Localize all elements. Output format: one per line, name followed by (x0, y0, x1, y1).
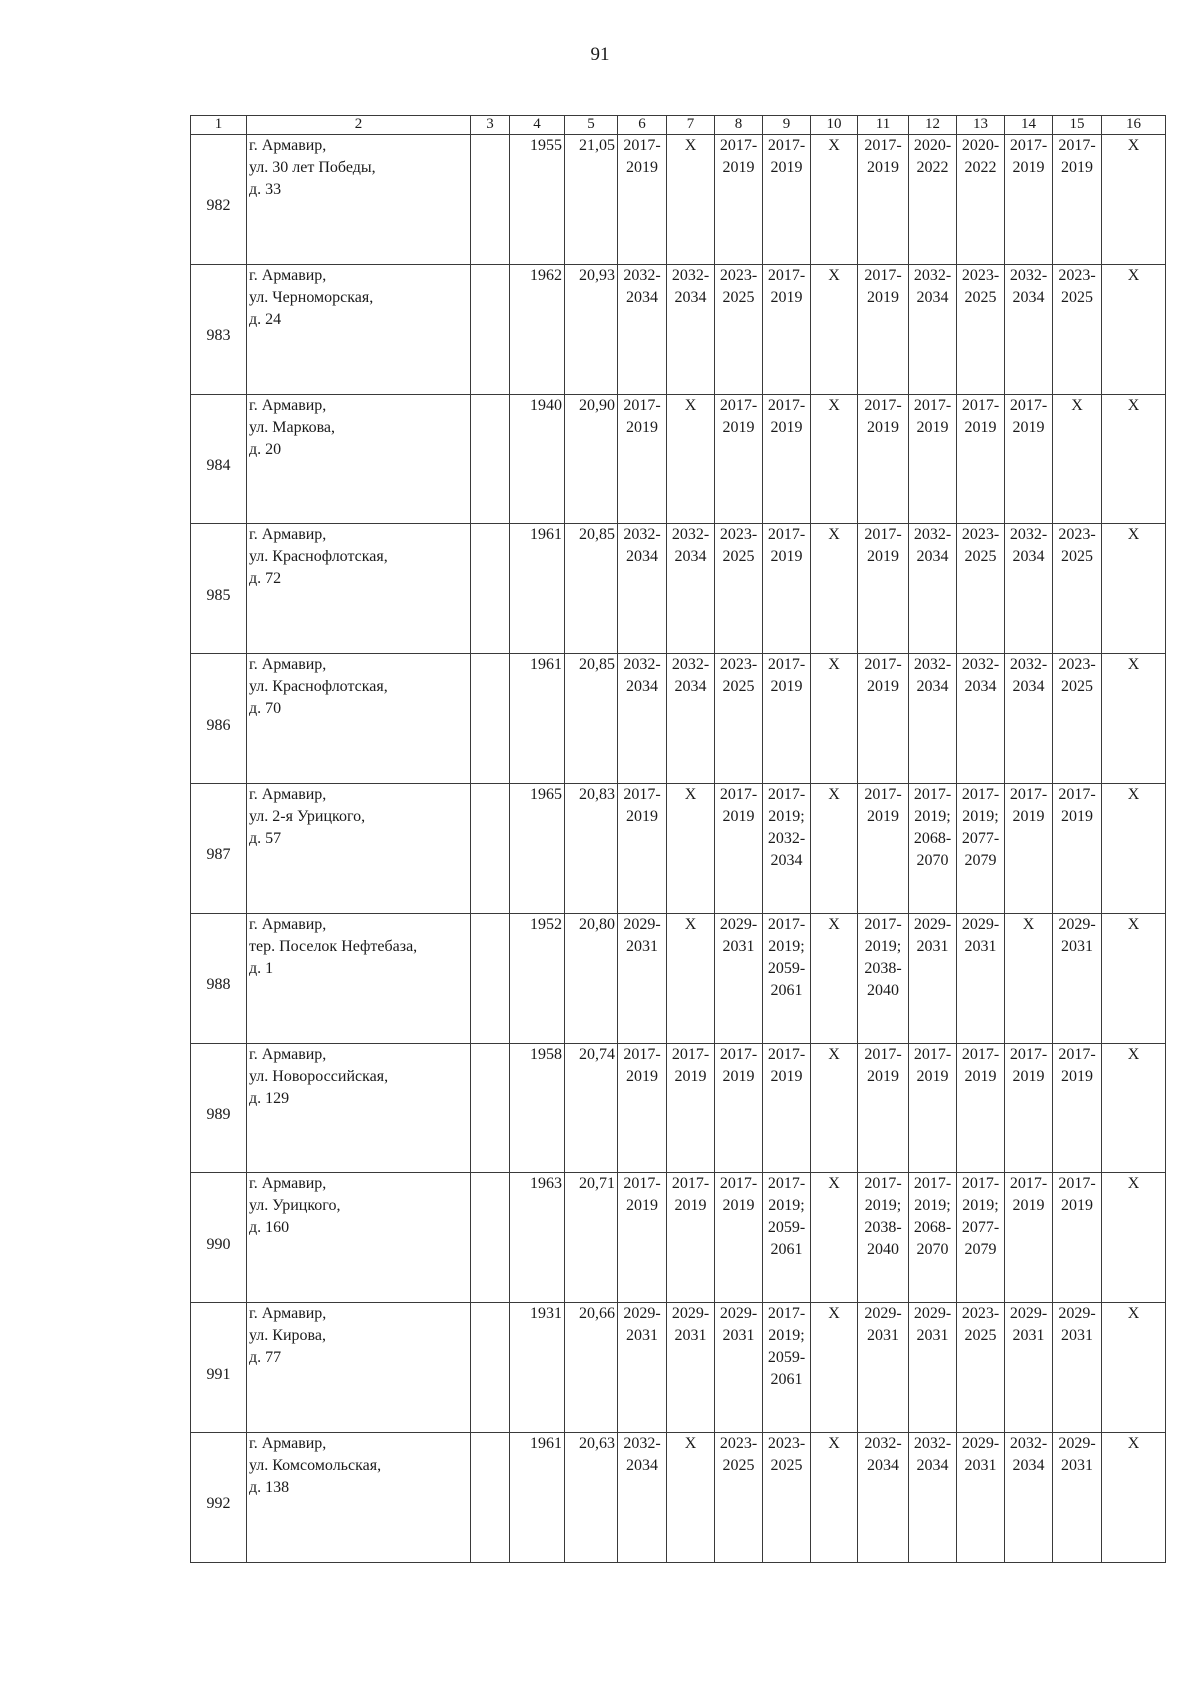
column-number: 2 (247, 116, 471, 135)
col-16-cell: X (1102, 135, 1166, 265)
col-11-cell: 2017- 2019; 2038- 2040 (858, 1173, 909, 1303)
column-number: 12 (909, 116, 957, 135)
build-year-cell: 1952 (510, 913, 565, 1043)
col-7-cell: 2032- 2034 (667, 524, 715, 654)
address-cell: г. Армавир, ул. Краснофлотская, д. 72 (247, 524, 471, 654)
col-9-cell: 2017- 2019 (763, 135, 811, 265)
col-8-cell: 2029- 2031 (715, 1303, 763, 1433)
build-year-cell: 1931 (510, 1303, 565, 1433)
col-13-cell: 2017- 2019 (957, 394, 1005, 524)
col-6-cell: 2032- 2034 (618, 654, 667, 784)
col-7-cell: 2017- 2019 (667, 1173, 715, 1303)
col-10-cell: X (811, 1303, 858, 1433)
col-8-cell: 2023- 2025 (715, 1432, 763, 1562)
col-9-cell: 2017- 2019 (763, 524, 811, 654)
row-number: 988 (191, 913, 247, 1043)
col-7-cell: X (667, 135, 715, 265)
col-13-cell: 2017- 2019; 2077- 2079 (957, 783, 1005, 913)
page-number: 91 (590, 44, 610, 65)
col-13-cell: 2017- 2019 (957, 1043, 1005, 1173)
col-11-cell: 2017- 2019 (858, 135, 909, 265)
col-9-cell: 2017- 2019 (763, 1043, 811, 1173)
column-number: 6 (618, 116, 667, 135)
address-cell: г. Армавир, ул. Кирова, д. 77 (247, 1303, 471, 1433)
col-6-cell: 2017- 2019 (618, 1043, 667, 1173)
table-row (191, 524, 1166, 654)
build-year-cell: 1961 (510, 654, 565, 784)
col-6-cell: 2029- 2031 (618, 1303, 667, 1433)
col-10-cell: X (811, 654, 858, 784)
col-15-cell: 2023- 2025 (1053, 524, 1102, 654)
build-year-cell: 1940 (510, 394, 565, 524)
col-16-cell: X (1102, 913, 1166, 1043)
address-cell: г. Армавир, тер. Поселок Нефтебаза, д. 1 (247, 913, 471, 1043)
col-7-cell: 2029- 2031 (667, 1303, 715, 1433)
col-3-cell (471, 264, 510, 394)
build-year-cell: 1961 (510, 1432, 565, 1562)
col-9-cell: 2017- 2019 (763, 654, 811, 784)
col-9-cell: 2017- 2019; 2059- 2061 (763, 1173, 811, 1303)
col-7-cell: X (667, 394, 715, 524)
col-15-cell: 2017- 2019 (1053, 783, 1102, 913)
column-number: 8 (715, 116, 763, 135)
table-row (191, 394, 1166, 524)
col-7-cell: 2017- 2019 (667, 1043, 715, 1173)
table-row (191, 783, 1166, 913)
col-5-cell: 20,85 (565, 654, 618, 784)
col-15-cell: 2017- 2019 (1053, 1173, 1102, 1303)
col-11-cell: 2017- 2019 (858, 783, 909, 913)
col-13-cell: 2023- 2025 (957, 524, 1005, 654)
col-12-cell: 2017- 2019; 2068- 2070 (909, 783, 957, 913)
col-8-cell: 2017- 2019 (715, 135, 763, 265)
address-cell: г. Армавир, ул. 30 лет Победы, д. 33 (247, 135, 471, 265)
col-3-cell (471, 913, 510, 1043)
row-number: 982 (191, 135, 247, 265)
column-number-row (191, 116, 1166, 135)
col-6-cell: 2017- 2019 (618, 1173, 667, 1303)
col-12-cell: 2032- 2034 (909, 1432, 957, 1562)
row-number: 986 (191, 654, 247, 784)
column-number: 16 (1102, 116, 1166, 135)
col-12-cell: 2020- 2022 (909, 135, 957, 265)
col-6-cell: 2029- 2031 (618, 913, 667, 1043)
col-14-cell: 2017- 2019 (1005, 135, 1053, 265)
col-11-cell: 2029- 2031 (858, 1303, 909, 1433)
col-7-cell: X (667, 783, 715, 913)
col-6-cell: 2017- 2019 (618, 135, 667, 265)
col-9-cell: 2023- 2025 (763, 1432, 811, 1562)
column-number: 1 (191, 116, 247, 135)
row-number: 992 (191, 1432, 247, 1562)
col-16-cell: X (1102, 783, 1166, 913)
col-12-cell: 2029- 2031 (909, 1303, 957, 1433)
col-14-cell: 2032- 2034 (1005, 1432, 1053, 1562)
col-10-cell: X (811, 783, 858, 913)
col-11-cell: 2017- 2019 (858, 264, 909, 394)
col-12-cell: 2017- 2019; 2068- 2070 (909, 1173, 957, 1303)
col-5-cell: 20,66 (565, 1303, 618, 1433)
row-number: 989 (191, 1043, 247, 1173)
col-12-cell: 2032- 2034 (909, 524, 957, 654)
col-11-cell: 2017- 2019 (858, 654, 909, 784)
col-5-cell: 20,93 (565, 264, 618, 394)
col-3-cell (471, 1303, 510, 1433)
table-row (191, 264, 1166, 394)
row-number: 990 (191, 1173, 247, 1303)
col-6-cell: 2032- 2034 (618, 1432, 667, 1562)
col-6-cell: 2017- 2019 (618, 394, 667, 524)
col-14-cell: 2017- 2019 (1005, 394, 1053, 524)
col-12-cell: 2017- 2019 (909, 1043, 957, 1173)
column-number: 4 (510, 116, 565, 135)
column-number: 9 (763, 116, 811, 135)
col-5-cell: 20,85 (565, 524, 618, 654)
table-row (191, 1043, 1166, 1173)
col-14-cell: 2017- 2019 (1005, 1043, 1053, 1173)
table-row (191, 1303, 1166, 1433)
column-number: 15 (1053, 116, 1102, 135)
table-row (191, 135, 1166, 265)
col-10-cell: X (811, 135, 858, 265)
col-11-cell: 2032- 2034 (858, 1432, 909, 1562)
col-14-cell: 2032- 2034 (1005, 264, 1053, 394)
address-cell: г. Армавир, ул. Маркова, д. 20 (247, 394, 471, 524)
col-10-cell: X (811, 1043, 858, 1173)
column-number: 14 (1005, 116, 1053, 135)
col-12-cell: 2032- 2034 (909, 654, 957, 784)
repair-schedule-table (190, 115, 1166, 1563)
col-10-cell: X (811, 913, 858, 1043)
col-5-cell: 20,71 (565, 1173, 618, 1303)
table-row (191, 1173, 1166, 1303)
row-number: 983 (191, 264, 247, 394)
build-year-cell: 1961 (510, 524, 565, 654)
col-10-cell: X (811, 264, 858, 394)
col-3-cell (471, 1432, 510, 1562)
address-cell: г. Армавир, ул. 2-я Урицкого, д. 57 (247, 783, 471, 913)
col-6-cell: 2032- 2034 (618, 264, 667, 394)
address-cell: г. Армавир, ул. Комсомольская, д. 138 (247, 1432, 471, 1562)
col-16-cell: X (1102, 264, 1166, 394)
col-5-cell: 20,80 (565, 913, 618, 1043)
col-16-cell: X (1102, 1303, 1166, 1433)
column-number: 13 (957, 116, 1005, 135)
col-14-cell: X (1005, 913, 1053, 1043)
col-3-cell (471, 1043, 510, 1173)
col-3-cell (471, 394, 510, 524)
row-number: 985 (191, 524, 247, 654)
col-7-cell: 2032- 2034 (667, 654, 715, 784)
col-7-cell: X (667, 913, 715, 1043)
col-16-cell: X (1102, 1043, 1166, 1173)
col-16-cell: X (1102, 654, 1166, 784)
col-12-cell: 2017- 2019 (909, 394, 957, 524)
build-year-cell: 1958 (510, 1043, 565, 1173)
col-13-cell: 2029- 2031 (957, 913, 1005, 1043)
col-10-cell: X (811, 394, 858, 524)
col-10-cell: X (811, 1432, 858, 1562)
col-3-cell (471, 1173, 510, 1303)
col-16-cell: X (1102, 524, 1166, 654)
row-number: 991 (191, 1303, 247, 1433)
address-cell: г. Армавир, ул. Урицкого, д. 160 (247, 1173, 471, 1303)
col-14-cell: 2032- 2034 (1005, 524, 1053, 654)
col-13-cell: 2029- 2031 (957, 1432, 1005, 1562)
col-9-cell: 2017- 2019 (763, 394, 811, 524)
col-13-cell: 2032- 2034 (957, 654, 1005, 784)
build-year-cell: 1965 (510, 783, 565, 913)
row-number: 987 (191, 783, 247, 913)
col-15-cell: 2023- 2025 (1053, 654, 1102, 784)
col-15-cell: 2029- 2031 (1053, 1303, 1102, 1433)
col-13-cell: 2023- 2025 (957, 1303, 1005, 1433)
col-15-cell: 2029- 2031 (1053, 913, 1102, 1043)
col-7-cell: 2032- 2034 (667, 264, 715, 394)
col-8-cell: 2023- 2025 (715, 264, 763, 394)
col-15-cell: X (1053, 394, 1102, 524)
col-5-cell: 21,05 (565, 135, 618, 265)
col-13-cell: 2023- 2025 (957, 264, 1005, 394)
col-5-cell: 20,83 (565, 783, 618, 913)
col-8-cell: 2017- 2019 (715, 783, 763, 913)
col-11-cell: 2017- 2019; 2038- 2040 (858, 913, 909, 1043)
col-16-cell: X (1102, 1173, 1166, 1303)
col-3-cell (471, 654, 510, 784)
column-number: 10 (811, 116, 858, 135)
column-number: 3 (471, 116, 510, 135)
col-8-cell: 2017- 2019 (715, 394, 763, 524)
table-row (191, 654, 1166, 784)
address-cell: г. Армавир, ул. Краснофлотская, д. 70 (247, 654, 471, 784)
col-10-cell: X (811, 524, 858, 654)
col-6-cell: 2017- 2019 (618, 783, 667, 913)
build-year-cell: 1955 (510, 135, 565, 265)
col-11-cell: 2017- 2019 (858, 524, 909, 654)
col-7-cell: X (667, 1432, 715, 1562)
column-number: 5 (565, 116, 618, 135)
column-number: 7 (667, 116, 715, 135)
address-cell: г. Армавир, ул. Новороссийская, д. 129 (247, 1043, 471, 1173)
col-15-cell: 2017- 2019 (1053, 135, 1102, 265)
col-5-cell: 20,74 (565, 1043, 618, 1173)
col-8-cell: 2017- 2019 (715, 1043, 763, 1173)
col-8-cell: 2029- 2031 (715, 913, 763, 1043)
col-9-cell: 2017- 2019; 2032- 2034 (763, 783, 811, 913)
col-9-cell: 2017- 2019 (763, 264, 811, 394)
col-11-cell: 2017- 2019 (858, 394, 909, 524)
col-5-cell: 20,63 (565, 1432, 618, 1562)
col-12-cell: 2029- 2031 (909, 913, 957, 1043)
col-10-cell: X (811, 1173, 858, 1303)
table-row (191, 913, 1166, 1043)
col-14-cell: 2017- 2019 (1005, 783, 1053, 913)
build-year-cell: 1962 (510, 264, 565, 394)
row-number: 984 (191, 394, 247, 524)
col-8-cell: 2017- 2019 (715, 1173, 763, 1303)
col-15-cell: 2029- 2031 (1053, 1432, 1102, 1562)
col-13-cell: 2020- 2022 (957, 135, 1005, 265)
col-13-cell: 2017- 2019; 2077- 2079 (957, 1173, 1005, 1303)
table-row (191, 1432, 1166, 1562)
address-cell: г. Армавир, ул. Черноморская, д. 24 (247, 264, 471, 394)
col-9-cell: 2017- 2019; 2059- 2061 (763, 1303, 811, 1433)
col-3-cell (471, 524, 510, 654)
col-6-cell: 2032- 2034 (618, 524, 667, 654)
col-14-cell: 2029- 2031 (1005, 1303, 1053, 1433)
col-8-cell: 2023- 2025 (715, 654, 763, 784)
col-9-cell: 2017- 2019; 2059- 2061 (763, 913, 811, 1043)
col-11-cell: 2017- 2019 (858, 1043, 909, 1173)
column-number: 11 (858, 116, 909, 135)
col-16-cell: X (1102, 394, 1166, 524)
col-15-cell: 2017- 2019 (1053, 1043, 1102, 1173)
col-14-cell: 2017- 2019 (1005, 1173, 1053, 1303)
col-8-cell: 2023- 2025 (715, 524, 763, 654)
col-15-cell: 2023- 2025 (1053, 264, 1102, 394)
col-12-cell: 2032- 2034 (909, 264, 957, 394)
col-3-cell (471, 135, 510, 265)
col-16-cell: X (1102, 1432, 1166, 1562)
col-3-cell (471, 783, 510, 913)
col-14-cell: 2032- 2034 (1005, 654, 1053, 784)
build-year-cell: 1963 (510, 1173, 565, 1303)
col-5-cell: 20,90 (565, 394, 618, 524)
